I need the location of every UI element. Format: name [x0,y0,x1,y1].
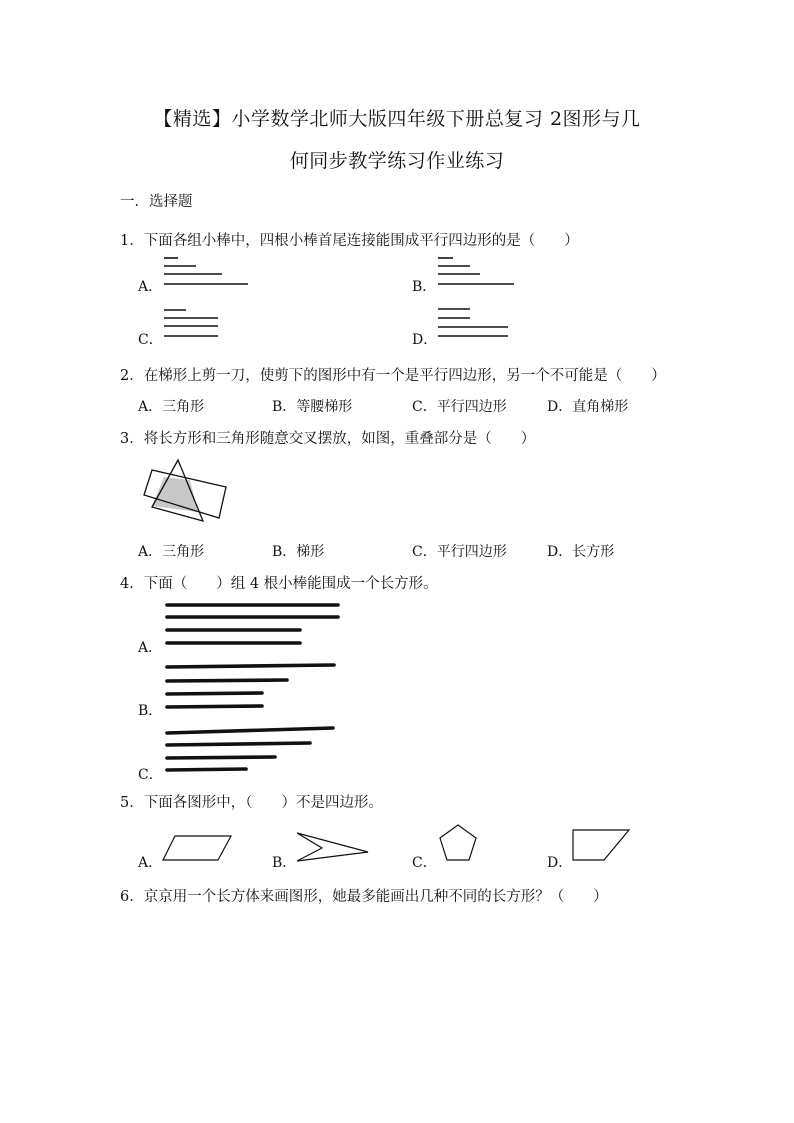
q5-pentagon [440,825,476,860]
document-title-line1: 【精选】小学数学北师大版四年级下册总复习 2图形与几 [153,108,641,130]
q5-option-c-label: C． [412,855,437,871]
question-1-stem: 1．下面各组小棒中，四根小棒首尾连接能围成平行四边形的是（ ） [120,233,579,249]
q3-option-a: A．三角形 [138,544,205,560]
q5-option-a-label: A． [138,855,163,871]
question-4-stem: 4．下面（ ）组 4 根小棒能围成一个长方形。 [120,576,438,592]
q5-option-b-label: B． [272,855,297,871]
q4-option-c-label: C． [138,767,163,783]
q5-parallelogram [163,836,231,860]
q2-option-b: B．等腰梯形 [272,399,353,415]
q2-option-d: D．直角梯形 [547,399,629,415]
question-6-stem: 6．京京用一个长方体来画图形，她最多能画出几种不同的长方形？（ ） [120,889,608,905]
q2-option-c: C．平行四边形 [412,399,507,415]
q5-right-trapezoid [573,830,629,860]
question-3-stem: 3．将长方形和三角形随意交叉摆放，如图，重叠部分是（ ） [120,431,536,447]
q4-option-a-label: A． [138,640,163,656]
q3-option-d: D．长方形 [547,544,615,560]
document-title-line2: 何同步教学练习作业练习 [289,150,505,172]
question-2-stem: 2．在梯形上剪一刀，使剪下的图形中有一个是平行四边形，另一个不可能是（ ） [120,368,666,384]
section-heading: 一．选择题 [120,194,193,210]
q2-option-a: A．三角形 [138,399,205,415]
q4-option-b-label: B． [138,703,163,719]
q1-option-d-label: D． [412,332,438,348]
q5-option-d-label: D． [547,855,573,871]
q1-option-a-label: A． [138,279,163,295]
q3-option-c: C．平行四边形 [412,544,507,560]
q5-arrow-shape [297,833,368,861]
q3-option-b: B．梯形 [272,544,325,560]
question-5-stem: 5．下面各图形中，（ ）不是四边形。 [120,795,383,811]
q1-option-c-label: C． [138,332,163,348]
q1-option-b-label: B． [412,279,437,295]
